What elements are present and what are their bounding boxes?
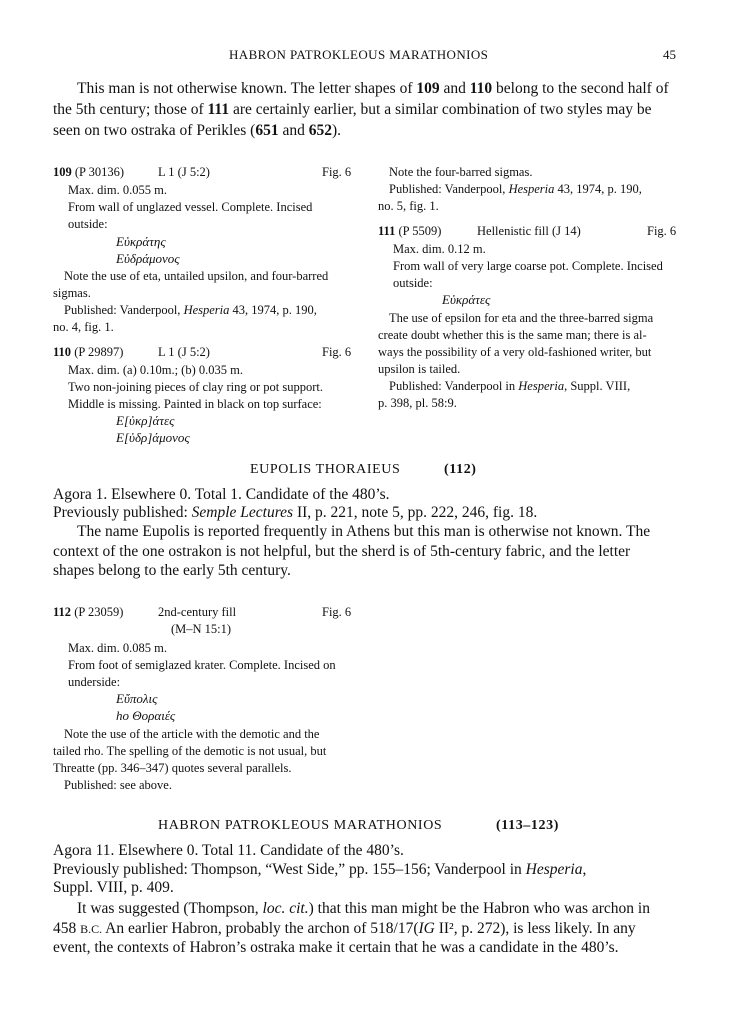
cat111-header: 111 (P 5509) <box>378 224 442 238</box>
cat112-location-1: 2nd-century fill <box>158 605 237 619</box>
cat109-description-2: outside: <box>68 217 108 231</box>
eupolis-line-2: Previously published: Semple Lectures II, p. 221, note 5, pp. 222, 246, fig. 18. <box>53 504 538 521</box>
cat112-location-2: (M–N 15:1) <box>171 622 232 636</box>
cat109-location: L 1 (J 5:2) <box>158 165 210 179</box>
section-heading-habron: HABRON PATROKLEOUS MARATHONIOS <box>158 818 443 833</box>
cat111-dimension: Max. dim. 0.12 m. <box>393 242 486 256</box>
cat110-greek-1: Ε[ὐκρ]άτες <box>116 413 175 428</box>
habron-line-4: It was suggested (Thompson, loc. cit.) that this man might be the Habron who was archon in <box>77 900 650 917</box>
cat109-note-1: Note the use of eta, untailed upsilon, and four-barred <box>64 269 329 283</box>
habron-line-2: Previously published: Thompson, “West Side,” pp. 155–156; Vanderpool in Hesperia, <box>53 861 587 878</box>
cat112-description-1: From foot of semiglazed krater. Complete. Incised on <box>68 658 336 672</box>
cat111-description-1: From wall of very large coarse pot. Complete. Incised <box>393 259 663 273</box>
cat110-description-1: Two non-joining pieces of clay ring or pot support. <box>68 380 323 394</box>
eupolis-line-5: shapes belong to the early 5th century. <box>53 562 291 579</box>
cat112-note-2: tailed rho. The spelling of the demotic is not usual, but <box>53 744 327 758</box>
cat109-description-1: From wall of unglazed vessel. Complete. Incised <box>68 200 313 214</box>
cat112-greek-2: ho Θοραιές <box>116 708 176 723</box>
cat111-greek-1: Εὐκράτες <box>442 292 491 307</box>
cat110-note: Note the four-barred sigmas. <box>389 165 533 179</box>
cat111-note-3: ways the possibility of a very old-fashioned writer, but <box>378 345 652 359</box>
section-heading-habron-number: (113–123) <box>496 818 559 833</box>
section-heading-eupolis-number: (112) <box>444 462 477 477</box>
cat110-description-2: Middle is missing. Painted in black on top surface: <box>68 397 322 411</box>
cat112-greek-1: Εὔπολις <box>116 691 158 706</box>
cat109-figure: Fig. 6 <box>322 165 352 179</box>
page-number: 45 <box>663 47 676 62</box>
cat110-greek-2: Ε[ὐδρ]άμονος <box>116 430 190 445</box>
intro-line-1: This man is not otherwise known. The letter shapes of 109 and 110 belong to the second half of <box>77 80 669 97</box>
cat109-header: 109 (P 30136) <box>53 165 125 179</box>
cat112-note-3: Threatte (pp. 346–347) quotes several parallels. <box>53 761 292 775</box>
cat109-note-2: sigmas. <box>53 286 91 300</box>
intro-line-2: the 5th century; those of 111 are certainly earlier, but a similar combination of two styles may be <box>53 101 652 118</box>
intro-line-3: seen on two ostraka of Perikles (651 and 652). <box>53 122 341 139</box>
habron-line-1: Agora 11. Elsewhere 0. Total 11. Candidate of the 480’s. <box>53 842 404 859</box>
eupolis-line-4: context of the one ostrakon is not helpful, but the sherd is of 5th-century fabric, and the letter <box>53 543 631 560</box>
cat110-header: 110 (P 29897) <box>53 345 124 359</box>
section-heading-eupolis: EUPOLIS THORAIEUS <box>250 462 401 477</box>
cat111-note-4: upsilon is tailed. <box>378 362 461 376</box>
cat112-dimension: Max. dim. 0.085 m. <box>68 641 167 655</box>
cat112-description-2: underside: <box>68 675 121 689</box>
cat111-note-2: create doubt whether this is the same man; there is al- <box>378 328 647 342</box>
cat111-published-1: Published: Vanderpool in Hesperia, Suppl. VIII, <box>389 379 631 393</box>
cat111-figure: Fig. 6 <box>647 224 677 238</box>
cat109-greek-2: Εὐδράμονος <box>116 251 180 266</box>
habron-line-5: 458 B.C. An earlier Habron, probably the archon of 518/17(IG II², p. 272), is less likely. In any <box>53 920 636 937</box>
cat111-note-1: The use of epsilon for eta and the three-barred sigma <box>389 311 654 325</box>
cat111-description-2: outside: <box>393 276 433 290</box>
cat110-location: L 1 (J 5:2) <box>158 345 210 359</box>
cat111-location: Hellenistic fill (J 14) <box>477 224 581 238</box>
eupolis-line-1: Agora 1. Elsewhere 0. Total 1. Candidate of the 480’s. <box>53 486 390 503</box>
cat110-published-2: no. 5, fig. 1. <box>378 199 439 213</box>
cat110-dimension: Max. dim. (a) 0.10m.; (b) 0.035 m. <box>68 363 243 377</box>
cat112-figure: Fig. 6 <box>322 605 352 619</box>
cat109-dimension: Max. dim. 0.055 m. <box>68 183 167 197</box>
habron-line-6: event, the contexts of Habron’s ostraka make it certain that he was a candidate in the 480’s. <box>53 939 619 956</box>
cat109-published-2: no. 4, fig. 1. <box>53 320 114 334</box>
running-header-title: HABRON PATROKLEOUS MARATHONIOS <box>229 47 489 62</box>
habron-line-3: Suppl. VIII, p. 409. <box>53 879 174 896</box>
cat112-header: 112 (P 23059) <box>53 605 124 619</box>
cat109-published-1: Published: Vanderpool, Hesperia 43, 1974, p. 190, <box>64 303 317 317</box>
cat109-greek-1: Εὐκράτης <box>116 234 166 249</box>
cat112-published: Published: see above. <box>64 778 172 792</box>
eupolis-line-3: The name Eupolis is reported frequently in Athens but this man is otherwise not known. The <box>77 523 651 540</box>
cat111-published-2: p. 398, pl. 58:9. <box>378 396 457 410</box>
cat112-note-1: Note the use of the article with the demotic and the <box>64 727 320 741</box>
cat110-published-1: Published: Vanderpool, Hesperia 43, 1974, p. 190, <box>389 182 642 196</box>
cat110-figure: Fig. 6 <box>322 345 352 359</box>
